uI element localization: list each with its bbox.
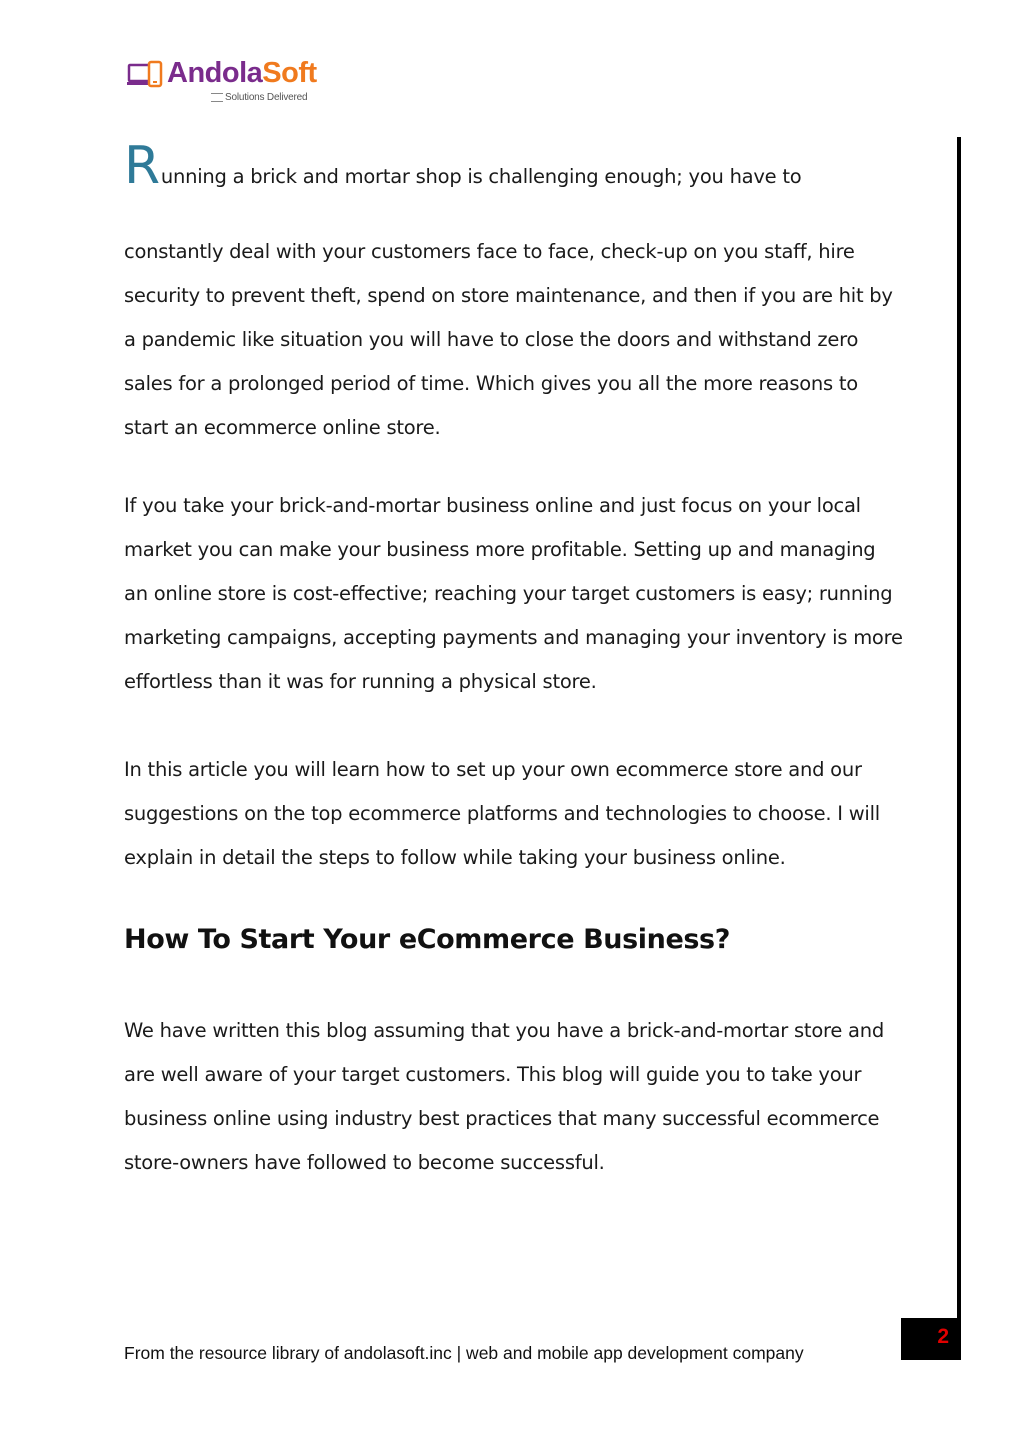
- paragraph-2: If you take your brick-and-mortar business online and just focus on your local market you can make your business more profitable. Setting up and managing an online store is cost-effective; reaching your target customers is easy; running marketing campaigns, accepting payments and managing your inventory is more effortless than it was for running a physical store.: [124, 494, 903, 693]
- logo-tagline-text: Solutions Delivered: [225, 92, 308, 103]
- page-number: 2: [937, 1325, 949, 1348]
- logo-name-part2: Soft: [262, 57, 317, 89]
- devices-icon: [127, 60, 163, 92]
- logo-name-part1: Andola: [167, 57, 263, 89]
- intro-paragraph: constantly deal with your customers face to face, check-up on you staff, hire security to prevent theft, spend on store maintenance, and then if you are hit by a pandemic like situation you will have to close the doors and withstand zero sales for a prolonged period of time. Which gives you all the more reasons to start an ecommerce online store.: [124, 240, 893, 439]
- paragraph-3: In this article you will learn how to set up your own ecommerce store and our suggestions on the top ecommerce platforms and technologies to choose. I will explain in detail the steps to follow while taking your business online.: [124, 758, 880, 869]
- tagline-lines-icon: [211, 93, 223, 102]
- drop-cap: R: [124, 136, 160, 196]
- section-heading: How To Start Your eCommerce Business?: [124, 924, 730, 955]
- intro-first-line-text: unning a brick and mortar shop is challenging enough; you have to: [160, 165, 802, 188]
- logo-tagline: [211, 92, 307, 103]
- page-border-line: [957, 137, 961, 1359]
- intro-first-line: [124, 136, 802, 196]
- logo-wordmark: [167, 56, 317, 90]
- page-footer: From the resource library of andolasoft.inc | web and mobile app development company: [124, 1343, 804, 1363]
- paragraph-4: We have written this blog assuming that you have a brick-and-mortar store and are well aware of your target customers. This blog will guide you to take your business online using industry best practices that many successful ecommerce store-owners have followed to become successful.: [124, 1019, 884, 1174]
- page-number-box: [901, 1318, 961, 1360]
- andolasoft-logo: [127, 57, 317, 108]
